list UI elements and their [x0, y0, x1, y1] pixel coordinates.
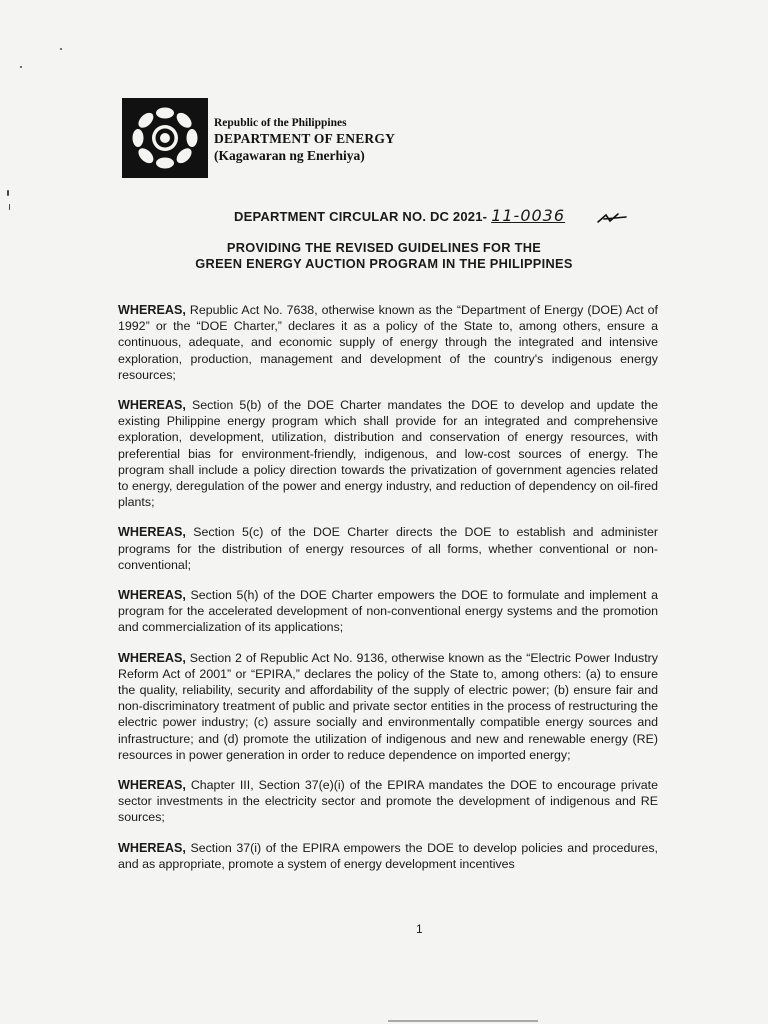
whereas-paragraph: [118, 650, 658, 763]
scan-speck: [7, 190, 9, 196]
document-title: [120, 240, 648, 272]
department-local-name: (Kagawaran ng Enerhiya): [214, 148, 365, 163]
whereas-paragraph: [118, 777, 658, 826]
title-line: PROVIDING THE REVISED GUIDELINES FOR THE: [226, 240, 542, 255]
seal-petal: [187, 129, 198, 147]
republic-line: Republic of the Philippines: [214, 117, 347, 129]
whereas-paragraph: [118, 840, 658, 872]
scan-speck: [60, 48, 62, 50]
paragraph-lead: WHEREAS,: [118, 525, 186, 540]
scan-speck: [20, 66, 22, 68]
handwritten-initial-mark: [596, 210, 628, 226]
paragraph-lead: WHEREAS,: [118, 650, 186, 665]
paragraph-text: Section 5(b) of the DOE Charter mandates the DOE to develop and update the existing Philippine energy program which shall provide for an integrated and comprehensive exploration, development, utilization, distribution and conservation of energy resources, with preferential bias for environment-friendly, indigenous, and low-cost sources of energy. The program shall include a policy direction towards the privatization of government agencies related to energy, deregulation of the power and energy industry, and reduction of dependency on oil-fired plants;: [118, 398, 658, 510]
agency-header: [214, 116, 395, 164]
circular-number: [234, 206, 565, 225]
handwritten-circular-number: 11-0036: [491, 206, 566, 225]
seal-petal: [133, 129, 144, 147]
paragraph-lead: WHEREAS,: [118, 840, 186, 855]
paragraph-text: Chapter III, Section 37(e)(i) of the EPIRA mandates the DOE to encourage private sector investments in the electricity sector and promote the development of indigenous and RE sources;: [118, 778, 658, 825]
whereas-paragraph: [118, 587, 658, 636]
paragraph-lead: WHEREAS,: [118, 303, 186, 317]
circular-label: DEPARTMENT CIRCULAR NO. DC 2021-: [234, 209, 488, 224]
paragraph-lead: WHEREAS,: [118, 778, 186, 793]
doe-seal-logo: [122, 98, 208, 178]
department-name: DEPARTMENT OF ENERGY: [214, 131, 396, 146]
document-body: [118, 302, 658, 886]
paragraph-text: Section 5(h) of the DOE Charter empowers the DOE to formulate and implement a program for the accelerated development of non-conventional energy systems and the promotion and commercialization of its applications;: [118, 588, 658, 635]
paragraph-text: Section 37(i) of the EPIRA empowers the DOE to develop policies and procedures, and as appropriate, promote a system of energy development incentives: [118, 840, 658, 871]
paragraph-lead: WHEREAS,: [118, 588, 186, 603]
scan-speck: [9, 204, 10, 210]
paragraph-text: Section 5(c) of the DOE Charter directs the DOE to establish and administer programs for the distribution of energy resources of all forms, whether conventional or non-conventional;: [118, 525, 658, 572]
page-number: 1: [416, 922, 423, 936]
whereas-paragraph: [118, 302, 658, 383]
next-page-edge: [388, 1020, 538, 1022]
whereas-paragraph: [118, 524, 658, 573]
title-line: GREEN ENERGY AUCTION PROGRAM IN THE PHILIPPINES: [195, 256, 573, 271]
paragraph-text: Republic Act No. 7638, otherwise known as the “Department of Energy (DOE) Act of 1992” or the “DOE Charter,” declares it as a policy of the State to, among others, ensure a continuous, adequate, and economic supply of energy through the integrated and intensive exploration, production, management and development of the country's indigenous energy resources;: [118, 303, 658, 382]
whereas-paragraph: [118, 397, 658, 510]
paragraph-text: Section 2 of Republic Act No. 9136, otherwise known as the “Electric Power Industry Reform Act of 2001” or “EPIRA,” declares the policy of the State to, among others: (a) to ensure the quality, reliability, security and affordability of the supply of electric power; (b) ensure fair and non-discriminatory treatment of public and private sector entities in the process of restructuring the electric power industry; (c) assure socially and environmentally compatible energy sources and infrastructure; and (d) promote the utilization of indigenous and new and renewable energy (RE) resources in power generation in order to reduce dependence on imported energy;: [118, 650, 658, 762]
seal-petal: [156, 108, 174, 119]
seal-petal: [156, 158, 174, 169]
paragraph-lead: WHEREAS,: [118, 398, 186, 413]
